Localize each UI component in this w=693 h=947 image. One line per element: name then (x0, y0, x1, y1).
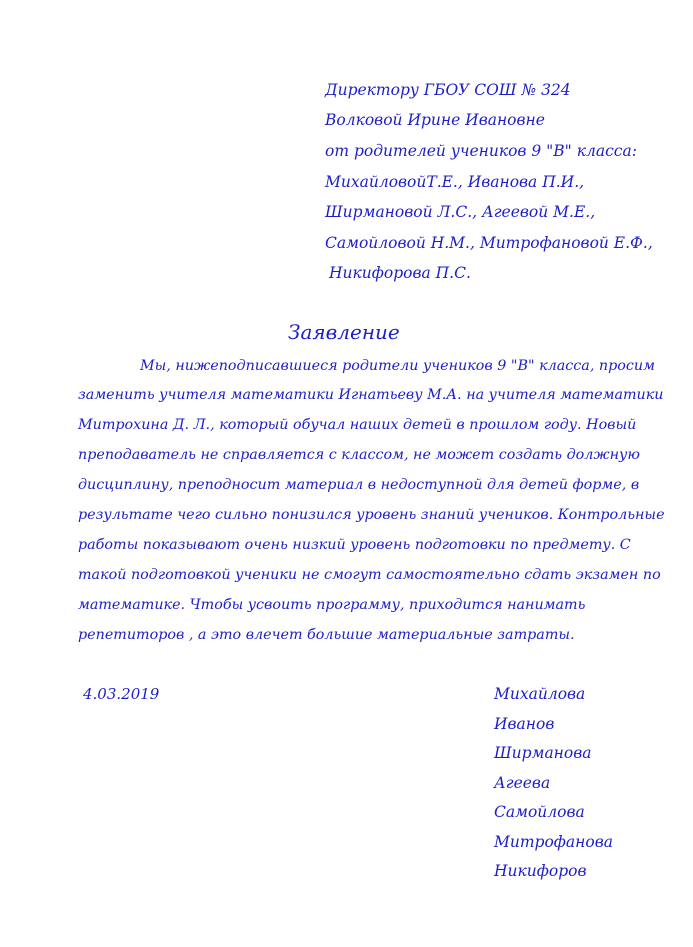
body-line: Митрохина Д. Л., который обучал наших детей в прошлом году. Новый (78, 417, 637, 433)
signature-name: Иванов (494, 715, 555, 733)
signature-name: Ширманова (494, 744, 592, 762)
body-line: Мы, нижеподписавшиеся родители учеников 9 "В" класса, просим (140, 358, 655, 374)
document-title: Заявление (288, 320, 400, 344)
addressee-line: Волковой Ирине Ивановне (325, 111, 545, 129)
signature-name: Михайлова (494, 685, 586, 703)
body-line: дисциплину, преподносит материал в недоступной для детей форме, в (78, 477, 640, 493)
addressee-line: Никифорова П.С. (329, 264, 471, 282)
signature-name: Никифоров (494, 862, 587, 880)
addressee-line: от родителей учеников 9 "В" класса: (325, 142, 637, 160)
document-date: 4.03.2019 (83, 685, 160, 703)
addressee-line: Самойловой Н.М., Митрофановой Е.Ф., (325, 234, 653, 252)
body-line: репетиторов , а это влечет большие материальные затраты. (78, 627, 575, 643)
signature-name: Самойлова (494, 803, 585, 821)
body-line: преподаватель не справляется с классом, не может создать должную (78, 447, 640, 463)
body-line: математике. Чтобы усвоить программу, приходится нанимать (78, 597, 586, 613)
addressee-line: Директору ГБОУ СОШ № 324 (325, 81, 571, 99)
signature-name: Митрофанова (494, 833, 613, 851)
body-line: заменить учителя математики Игнатьеву М.А. на учителя математики (78, 387, 664, 403)
addressee-line: Ширмановой Л.С., Агеевой М.Е., (325, 203, 596, 221)
body-line: результате чего сильно понизился уровень знаний учеников. Контрольные (78, 507, 665, 523)
addressee-line: МихайловойТ.Е., Иванова П.И., (325, 173, 585, 191)
signature-name: Агеева (494, 774, 551, 792)
body-line: работы показывают очень низкий уровень подготовки по предмету. С (78, 537, 631, 553)
body-line: такой подготовкой ученики не смогут самостоятельно сдать экзамен по (78, 567, 661, 583)
